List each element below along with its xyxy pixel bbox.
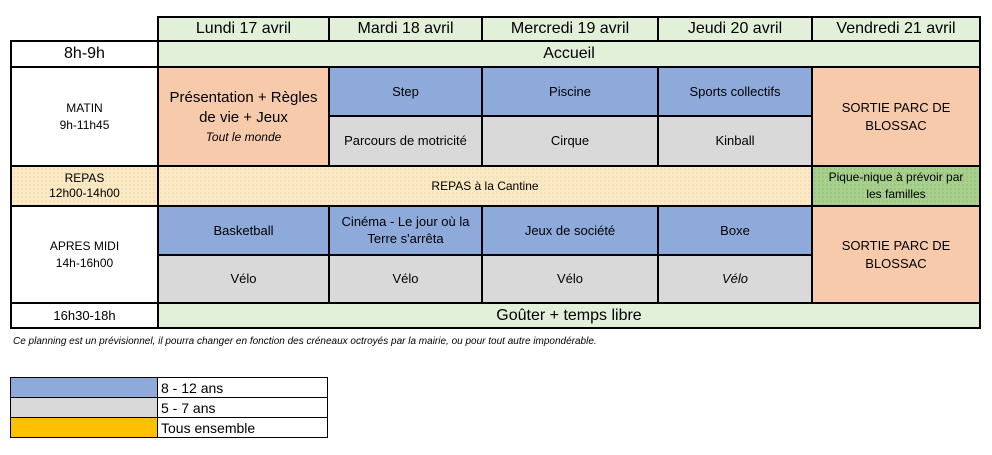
legend-label-5-7: 5 - 7 ans bbox=[157, 397, 328, 418]
repas-period bbox=[10, 165, 159, 207]
apres-midi-tuesday-top-line1: Cinéma - Le jour où la bbox=[341, 213, 470, 229]
apres-midi-monday-top: Basketball bbox=[157, 205, 330, 256]
matin-monday-activity bbox=[157, 66, 330, 167]
apres-midi-tuesday-top bbox=[328, 205, 483, 256]
matin-monday-line2: de vie + Jeux bbox=[199, 109, 288, 127]
matin-thursday-bottom: Kinball bbox=[657, 115, 813, 167]
repas-period-label: REPAS bbox=[64, 171, 105, 185]
matin-monday-note: Tout le monde bbox=[205, 129, 282, 144]
apres-midi-tuesday-top-line2: Terre s'arrêta bbox=[367, 230, 444, 246]
legend-swatch-8-12 bbox=[10, 377, 158, 398]
matin-tuesday-top: Step bbox=[328, 66, 483, 117]
repas-friday-line2: les familles bbox=[866, 187, 926, 201]
planning-disclaimer: Ce planning est un prévisionnel, il pourra changer en fonction des créneaux octroyés par la mairie, ou pour tout autre impondérable. bbox=[13, 336, 597, 347]
repas-activity: REPAS à la Cantine bbox=[157, 165, 813, 207]
matin-period-time: 9h-11h45 bbox=[59, 117, 110, 132]
apres-midi-wednesday-bottom: Vélo bbox=[481, 254, 659, 304]
matin-friday-line2: BLOSSAC bbox=[865, 117, 927, 133]
matin-monday-line1: Présentation + Règles bbox=[169, 89, 318, 107]
apres-midi-monday-bottom: Vélo bbox=[157, 254, 330, 304]
apres-midi-wednesday-top: Jeux de société bbox=[481, 205, 659, 256]
apres-midi-period bbox=[10, 205, 159, 304]
day-header-wednesday: Mercredi 19 avril bbox=[481, 16, 659, 42]
accueil-activity: Accueil bbox=[157, 40, 981, 68]
legend-swatch-tous bbox=[10, 417, 158, 438]
legend-swatch-5-7 bbox=[10, 397, 158, 418]
day-header-tuesday: Mardi 18 avril bbox=[328, 16, 483, 42]
gouter-time: 16h30-18h bbox=[10, 302, 159, 329]
matin-friday-line1: SORTIE PARC DE bbox=[841, 99, 951, 115]
matin-period bbox=[10, 66, 159, 167]
apres-midi-friday-line1: SORTIE PARC DE bbox=[841, 237, 951, 253]
apres-midi-thursday-bottom: Vélo bbox=[657, 254, 813, 304]
legend-label-8-12: 8 - 12 ans bbox=[157, 377, 328, 398]
repas-friday-line1: Pique-nique à prévoir par bbox=[828, 170, 964, 185]
day-header-thursday: Jeudi 20 avril bbox=[657, 16, 813, 42]
matin-tuesday-bottom: Parcours de motricité bbox=[328, 115, 483, 167]
apres-midi-period-time: 14h-16h00 bbox=[55, 255, 114, 270]
matin-wednesday-top: Piscine bbox=[481, 66, 659, 117]
repas-friday-picnic bbox=[811, 165, 981, 207]
day-header-friday: Vendredi 21 avril bbox=[811, 16, 981, 42]
matin-friday-activity bbox=[811, 66, 981, 167]
matin-period-label: MATIN bbox=[66, 101, 103, 116]
repas-period-time: 12h00-14h00 bbox=[49, 186, 120, 200]
apres-midi-period-label: APRES MIDI bbox=[49, 239, 120, 254]
gouter-activity: Goûter + temps libre bbox=[157, 302, 981, 329]
accueil-time: 8h-9h bbox=[10, 40, 159, 68]
apres-midi-friday-line2: BLOSSAC bbox=[865, 255, 927, 271]
apres-midi-thursday-top: Boxe bbox=[657, 205, 813, 256]
matin-wednesday-bottom: Cirque bbox=[481, 115, 659, 167]
matin-thursday-top: Sports collectifs bbox=[657, 66, 813, 117]
apres-midi-tuesday-bottom: Vélo bbox=[328, 254, 483, 304]
apres-midi-friday-activity bbox=[811, 205, 981, 304]
day-header-monday: Lundi 17 avril bbox=[157, 16, 330, 42]
legend-label-tous: Tous ensemble bbox=[157, 417, 328, 438]
